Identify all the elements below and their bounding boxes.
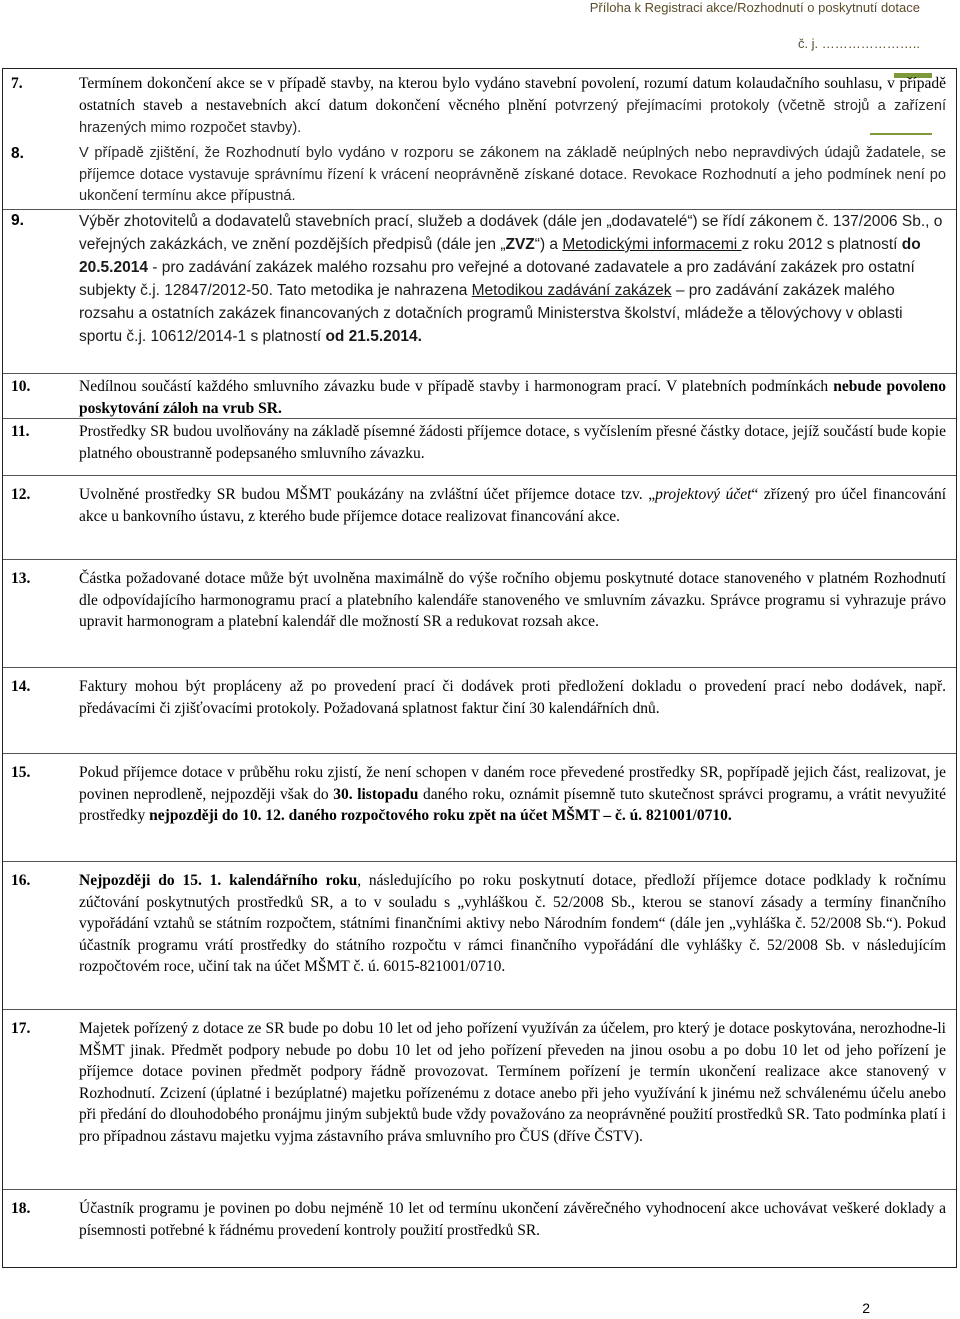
condition-row: [3, 143, 956, 211]
text-run: Uvolněné prostředky SR budou MŠMT poukázány na zvláštní účet příjemce dotace tzv. „: [79, 486, 656, 503]
condition-row: [3, 475, 956, 566]
text-run: Pokud příjemce dotace v průběhu roku zjistí, že není schopen v daném roce převedené prostředky SR, popřípadě jejich část, realizovat, je povinen neprodleně, nejpozději však do: [79, 764, 946, 803]
text-run: Termínem dokončení akce se v případě stavby, na kterou bylo vydáno stavební povolení, rozumí datum kolaudačního souhlasu, v případě ostatních staveb a nestavebních akcí datum dokončení věcného plnění: [79, 75, 946, 114]
condition-text: [79, 676, 946, 719]
text-run: Majetek pořízený z dotace ze SR bude po dobu 10 let od jeho pořízení využíván za účelem, pro který je dotace poskytována, nerozhodne-li MŠMT jinak. Předmět podpory nebude po dobu 10 let od jeho pořízení převeden na jinou osobu a po dobu 10 let od jeho pořízení je příjemce dotace povinen předmět podpory řádně provozovat. Termínem pořízení je termín ukončení realizace akce stanovený v Rozhodnutí. Zcizení (úplatné i bezúplatné) majetku pořízenému z dotace anebo při jeho využívání k jinému než schválenému účelu anebo při předání do dlouhodobého pronájmu jiným subjektů bude vždy považováno za neoprávněné použití prostředků SR. Tato podmínka platí i pro případnou zástavu majetku vyjma zástavního práva smluvního pro ČUS (dříve ČSTV).: [79, 1020, 946, 1145]
condition-row: [3, 559, 956, 672]
condition-row: [3, 69, 956, 147]
text-run-bold: Nejpozději do 15. 1. kalendářního roku: [79, 872, 358, 889]
text-run: z roku 2012 s platností: [741, 236, 902, 253]
text-run: Nedílnou součástí každého smluvního závazku bude v případě stavby i harmonogram prací. V platebních podmínkách: [79, 378, 834, 395]
condition-number: 10.: [11, 378, 31, 395]
text-run: Výběr zhotovitelů a dodavatelů stavebních prací, služeb a dodávek (dále jen „dodavatelé“) se řídí zákonem č. 137/2006 Sb., o veřejných zakázkách, ve znění pozdějších předpisů (dále jen „: [79, 213, 943, 253]
page-number: 2: [862, 1300, 870, 1316]
condition-text: [79, 1018, 946, 1147]
condition-text: [79, 210, 946, 348]
condition-row: [3, 1009, 956, 1190]
text-run-bold: do 20.5.2014: [79, 236, 921, 276]
condition-row: [3, 667, 956, 756]
text-run-bold: ZVZ: [505, 236, 535, 253]
condition-text: [79, 143, 946, 208]
text-run-bold: 30. listopadu: [333, 785, 419, 803]
text-run-bold: nejpozději do 10. 12. daného rozpočtového roku zpět na účet MŠMT – č. ú. 821001/0710.: [149, 807, 732, 824]
link-metodika-zadavani[interactable]: Metodikou zadávání zakázek: [471, 282, 672, 299]
text-run: Prostředky SR budou uvolňovány na základě písemné žádosti příjemce dotace, s vyčíslením přesné částky dotace, jejíž součástí bude kopie platného oboustranně podepsaného smluvního závazku.: [79, 423, 946, 462]
text-run: , následujícího po roku poskytnutí dotace, předloží příjemce dotace podklady k ročnímu zúčtování poskytnutých prostředků SR, a to v souladu s „vyhláškou č. 52/2008 Sb., kterou se stanoví zásady a termíny finančního vypořádání vztahů se státním rozpočtem, státními finančními aktivy nebo Národním fondem“ (dále jen „vyhláška č. 52/2008 Sb.“). Pokud účastník programu vrátí prostředky do státního rozpočtu v rámci finančního vypořádání dle vyhlášky č. 52/2008 Sb. v následujícím rozpočtovém roce, učiní tak na účet MŠMT č. ú. 6015-821001/0710.: [79, 872, 946, 975]
condition-number: 16.: [11, 872, 31, 889]
text-run: Účastník programu je povinen po dobu nejméně 10 let od termínu ukončení závěrečného vyhodnocení akce uchovávat veškeré doklady a písemnosti potřebné k řádnému provedení kontroly použití prostředků SR.: [79, 1200, 946, 1239]
text-run: V případě zjištění, že Rozhodnutí bylo vydáno v rozporu se zákonem na základě neúplných nebo nepravdivých údajů žadatele, se příjemce dotace vystavuje správnímu řízení k vrácení neoprávněně získané dotace. Revokace Rozhodnutí a jeho podmínek není po ukončení termínu akce přípustná.: [79, 145, 946, 204]
condition-text: [79, 762, 946, 827]
condition-number: 7.: [11, 75, 23, 92]
condition-number: 12.: [11, 486, 31, 503]
condition-text: [79, 1198, 946, 1241]
condition-number: 8.: [11, 145, 24, 162]
condition-row: [3, 373, 956, 419]
condition-number: 14.: [11, 678, 31, 695]
condition-text: [79, 568, 946, 633]
header-title: Příloha k Registraci akce/Rozhodnutí o poskytnutí dotace: [589, 0, 920, 15]
condition-number: 15.: [11, 764, 31, 781]
condition-text: [79, 73, 946, 140]
condition-text: [79, 870, 946, 978]
text-run: – pro zadávání zakázek malého rozsahu a ostatních zakázek financovaných z dotačních programů Ministerstva školství, mládeže a tělovýchovy v oblasti sportu č.j. 10612/2014-1 s platností: [79, 282, 903, 345]
condition-text: [79, 484, 946, 527]
condition-number: 9.: [11, 212, 24, 229]
text-run: “) a: [534, 236, 563, 253]
condition-number: 17.: [11, 1020, 31, 1037]
condition-row: [3, 861, 956, 1010]
header-reference: č. j. …………………..: [797, 36, 920, 51]
condition-number: 13.: [11, 570, 31, 587]
text-run: potvrzený přejímacími protokoly (včetně strojů a zařízení hrazených mimo rozpočet stavby).: [79, 97, 946, 136]
text-run-italic: projektový účet: [655, 486, 752, 503]
text-run: “ zřízený pro účel financování akce u bankovního ústavu, z kterého bude příjemce dotace realizovat financování akce.: [79, 486, 947, 525]
condition-number: 18.: [11, 1200, 31, 1217]
condition-number: 11.: [11, 423, 30, 440]
condition-row: [3, 753, 956, 864]
condition-text: [79, 421, 946, 464]
condition-row: [3, 1189, 956, 1268]
text-run-bold: nebude povoleno poskytování záloh na vrub SR.: [79, 378, 946, 417]
text-run: Částka požadované dotace může být uvolněna maximálně do výše ročního objemu poskytnuté dotace stanoveného v platném Rozhodnutí dle odpovídajícího harmonogramu prací a platebního kalendáře stanoveného ve smluvním závazku. Správce programu si vyhrazuje právo upravit harmonogram a platební kalendář dle možností SR a redukovat rozsah akce.: [79, 570, 946, 630]
condition-row: [3, 209, 956, 376]
link-metodicke-informace[interactable]: Metodickými informacemi: [562, 236, 742, 253]
text-run: - pro zadávání zakázek malého rozsahu pro veřejné a dotované zadavatele a pro zadávání zakázek pro ostatní subjekty č.j. 12847/2012-50. Tato metodika je nahrazena: [79, 259, 915, 299]
conditions-table: [2, 68, 957, 1268]
text-run-bold: od 21.5.2014.: [325, 328, 422, 345]
condition-text: [79, 376, 946, 419]
text-run: daného roku, oznámit písemně tuto skutečnost správci programu, a vrátit nevyužité prostředky: [79, 785, 946, 824]
text-run: Faktury mohou být propláceny až po provedení prací či dodávek proti předložení dokladu o provedení prací nebo dodávek, např. předávacími či zjišťovacími protokoly. Požadovaná splatnost faktur činí 30 kalendářních dnů.: [79, 678, 946, 717]
